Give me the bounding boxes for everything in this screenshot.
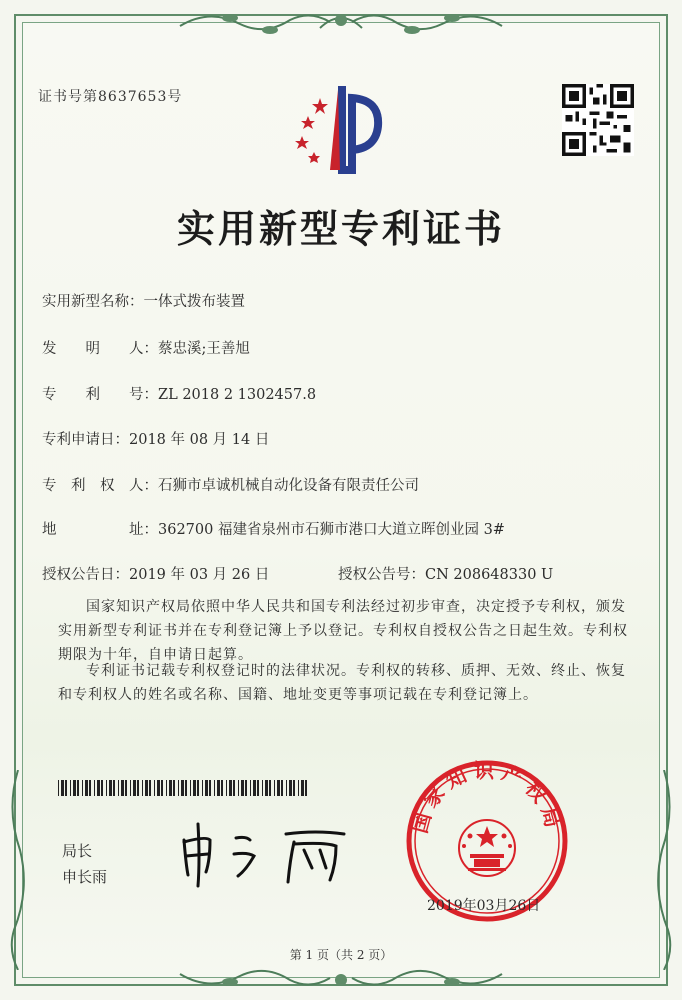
field-label: 专 利 号： [42,387,158,403]
field-value: 2019 年 03 月 26 日 [129,567,270,583]
field-label: 地 址： [42,522,158,538]
field-grant-date [42,563,269,584]
field-value: 蔡忠溪;王善旭 [158,341,250,357]
field-label: 实用新型名称： [42,294,144,310]
signature-icon [176,820,356,890]
field-grant-number [338,563,553,584]
field-value: CN 208648330 U [425,567,554,583]
field-label: 授权公告号： [338,567,425,583]
page-number: 第 1 页（共 2 页） [289,948,393,962]
field-patent-number [42,383,316,404]
certificate-serial-number: 证书号第8637653号 [38,89,183,105]
legal-status-statement: 专利证书记载专利权登记时的法律状况。专利权的转移、质押、无效、终止、恢复和专利权人的姓名或名称、国籍、地址变更等事项记载在专利登记簿上。 [58,663,626,703]
floral-ornament-icon [4,770,30,970]
floral-ornament-icon [170,6,512,40]
barcode-icon [58,780,308,796]
field-value: 石狮市卓诚机械自动化设备有限责任公司 [158,478,419,494]
field-label: 发 明 人： [42,341,158,357]
field-value: ZL 2018 2 1302457.8 [158,387,317,403]
field-value: 一体式拨布装置 [143,294,245,310]
floral-ornament-icon [652,770,678,970]
signatory-name: 申长雨 [62,868,108,886]
seal-date: 2019年03月26日 [427,898,541,914]
signatory-title: 局长 [62,842,93,860]
field-address [42,518,505,539]
field-label: 专 利 权 人： [42,478,158,494]
field-label: 授权公告日： [42,567,129,583]
certificate-title: 实用新型专利证书 [176,207,505,251]
field-label: 专利申请日： [42,432,129,448]
grant-statement: 国家知识产权局依照中华人民共和国专利法经过初步审查，决定授予专利权，颁发实用新型专利证书并在专利登记簿上予以登记。专利权自授权公告之日起生效。专利权期限为十年，自申请日起算。 [58,599,628,663]
svg-text:国家知识产权局 [407,759,566,836]
patent-office-logo-icon [280,78,400,178]
field-application-date [42,428,269,449]
field-utility-model-name [42,290,245,311]
field-value: 2018 年 08 月 14 日 [129,432,270,448]
field-inventor [42,337,250,358]
seal-text: 国家知识产权局 [407,758,567,836]
qr-code-icon [562,84,634,156]
field-patentee [42,474,419,495]
floral-ornament-icon [170,962,512,994]
field-value: 362700 福建省泉州市石狮市港口大道立晖创业园 3# [158,522,505,538]
